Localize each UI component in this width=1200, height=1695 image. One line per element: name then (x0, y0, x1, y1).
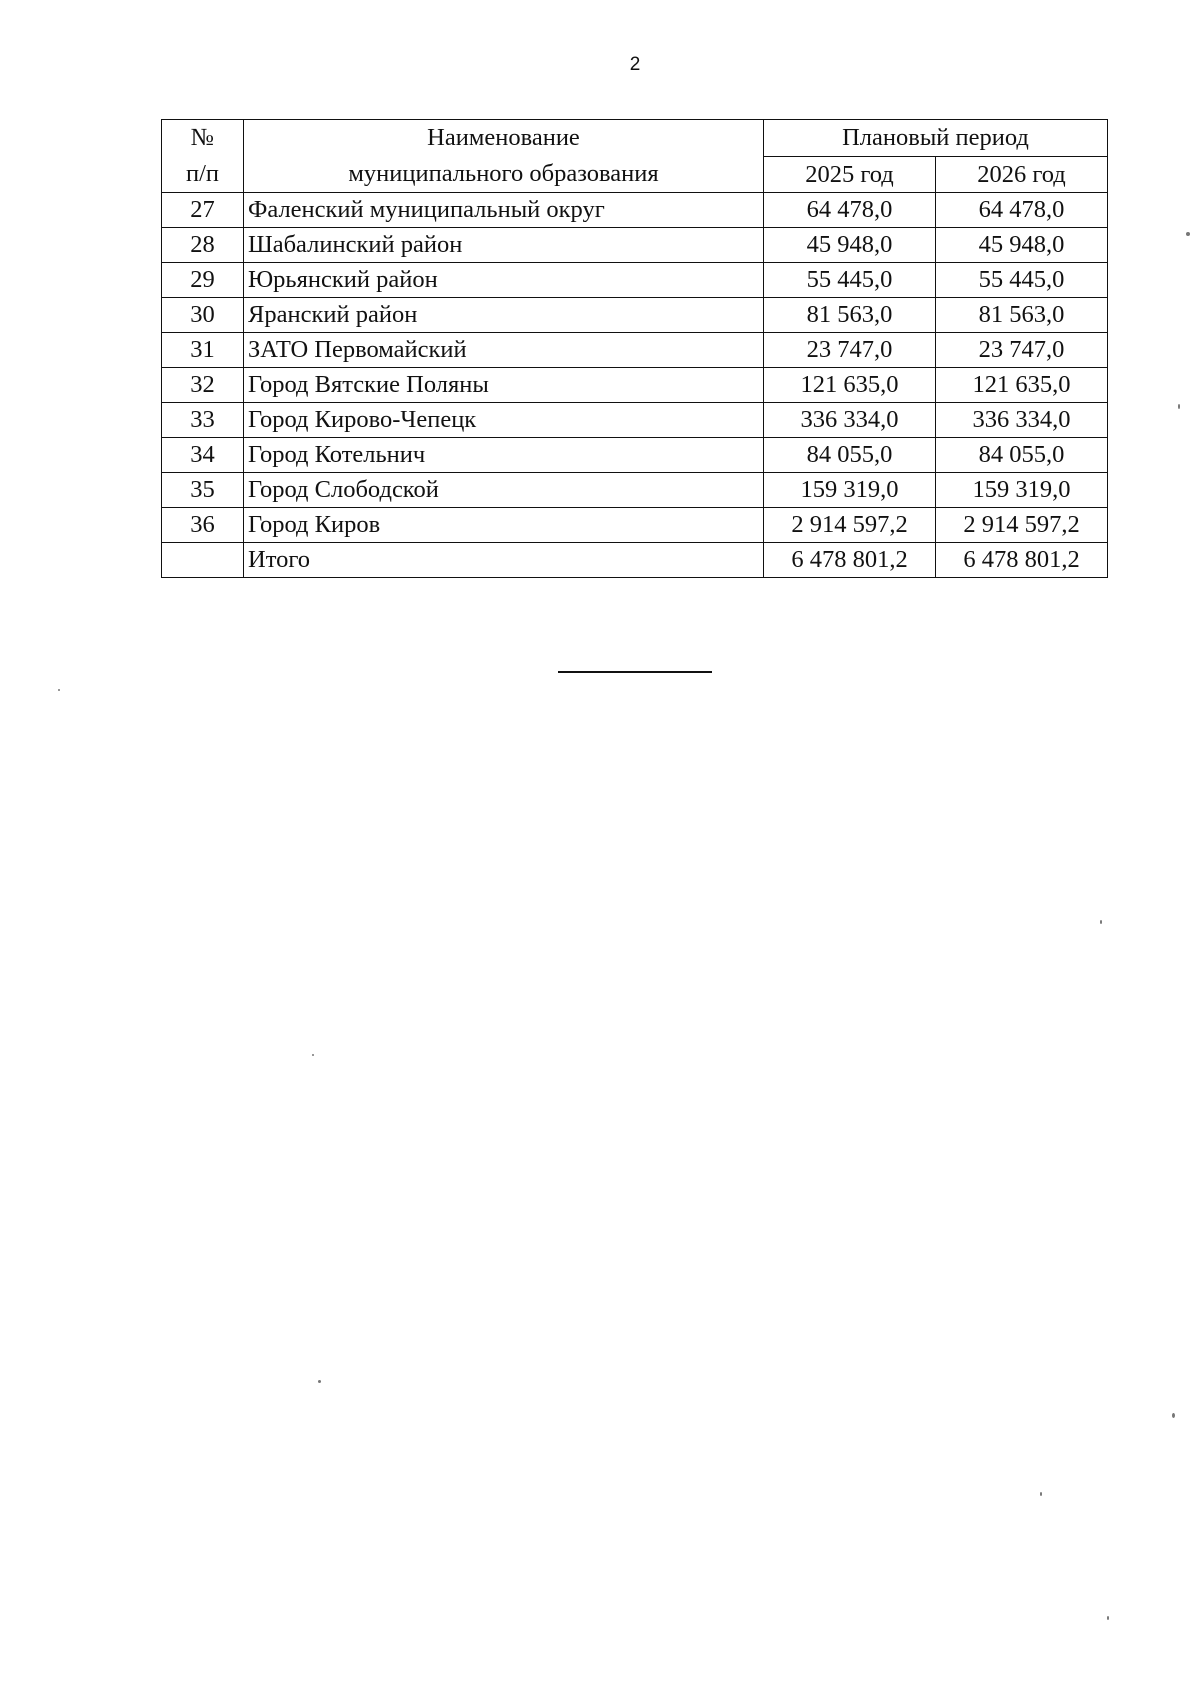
header-year-2026: 2026 год (936, 156, 1108, 193)
scan-speck (312, 1054, 314, 1056)
row-name: Город Кирово-Чепецк (244, 403, 764, 438)
table-row (162, 193, 1108, 228)
row-name: Яранский район (244, 298, 764, 333)
row-number: 31 (162, 333, 244, 368)
row-name: Город Котельнич (244, 438, 764, 473)
scan-speck (1100, 920, 1102, 924)
header-planned-period: Плановый период (764, 120, 1108, 157)
header-name-line1: Наименование (427, 124, 580, 151)
row-value-2026: 45 948,0 (936, 228, 1108, 263)
row-number: 32 (162, 368, 244, 403)
total-value-2025: 6 478 801,2 (764, 543, 936, 578)
row-value-2026: 121 635,0 (936, 368, 1108, 403)
row-number: 28 (162, 228, 244, 263)
row-value-2026: 2 914 597,2 (936, 508, 1108, 543)
row-number: 30 (162, 298, 244, 333)
table-row (162, 228, 1108, 263)
row-value-2025: 23 747,0 (764, 333, 936, 368)
allocation-table (161, 119, 1108, 578)
row-value-2025: 55 445,0 (764, 263, 936, 298)
scan-speck (1186, 232, 1190, 236)
page-number: 2 (629, 54, 641, 75)
row-number: 36 (162, 508, 244, 543)
total-row (162, 543, 1108, 578)
table-row (162, 508, 1108, 543)
scan-speck (1172, 1413, 1175, 1418)
header-number-line2: п/п (185, 160, 220, 187)
scan-speck (1178, 404, 1180, 409)
row-number: 34 (162, 438, 244, 473)
header-name-line2: муниципального образования (348, 160, 659, 187)
row-number: 27 (162, 193, 244, 228)
row-value-2025: 336 334,0 (764, 403, 936, 438)
table-row (162, 403, 1108, 438)
row-name: Фаленский муниципальный округ (244, 193, 764, 228)
row-value-2025: 2 914 597,2 (764, 508, 936, 543)
row-number: 35 (162, 473, 244, 508)
row-value-2025: 121 635,0 (764, 368, 936, 403)
row-value-2026: 84 055,0 (936, 438, 1108, 473)
row-name: Город Слободской (244, 473, 764, 508)
row-name: Город Вятские Поляны (244, 368, 764, 403)
table-row (162, 368, 1108, 403)
row-value-2025: 64 478,0 (764, 193, 936, 228)
total-value-2026: 6 478 801,2 (936, 543, 1108, 578)
table-row (162, 333, 1108, 368)
table-row (162, 438, 1108, 473)
table-row (162, 263, 1108, 298)
scan-speck (1107, 1616, 1109, 1620)
header-number (162, 120, 244, 193)
scan-speck (1040, 1492, 1042, 1496)
row-name: Юрьянский район (244, 263, 764, 298)
header-name (244, 120, 764, 193)
total-label: Итого (244, 543, 764, 578)
row-value-2025: 84 055,0 (764, 438, 936, 473)
end-separator-line (558, 671, 712, 673)
row-value-2026: 64 478,0 (936, 193, 1108, 228)
header-year-2025: 2025 год (764, 156, 936, 193)
row-value-2025: 81 563,0 (764, 298, 936, 333)
header-number-line1: № (190, 124, 215, 151)
row-value-2026: 81 563,0 (936, 298, 1108, 333)
row-name: Шабалинский район (244, 228, 764, 263)
row-name: Город Киров (244, 508, 764, 543)
row-value-2026: 55 445,0 (936, 263, 1108, 298)
table-row (162, 298, 1108, 333)
table-row (162, 473, 1108, 508)
row-value-2026: 159 319,0 (936, 473, 1108, 508)
total-number (162, 543, 244, 578)
row-value-2025: 45 948,0 (764, 228, 936, 263)
row-number: 33 (162, 403, 244, 438)
scan-speck (58, 689, 60, 691)
row-value-2026: 336 334,0 (936, 403, 1108, 438)
row-value-2025: 159 319,0 (764, 473, 936, 508)
row-name: ЗАТО Первомайский (244, 333, 764, 368)
row-value-2026: 23 747,0 (936, 333, 1108, 368)
scan-speck (318, 1380, 321, 1383)
row-number: 29 (162, 263, 244, 298)
